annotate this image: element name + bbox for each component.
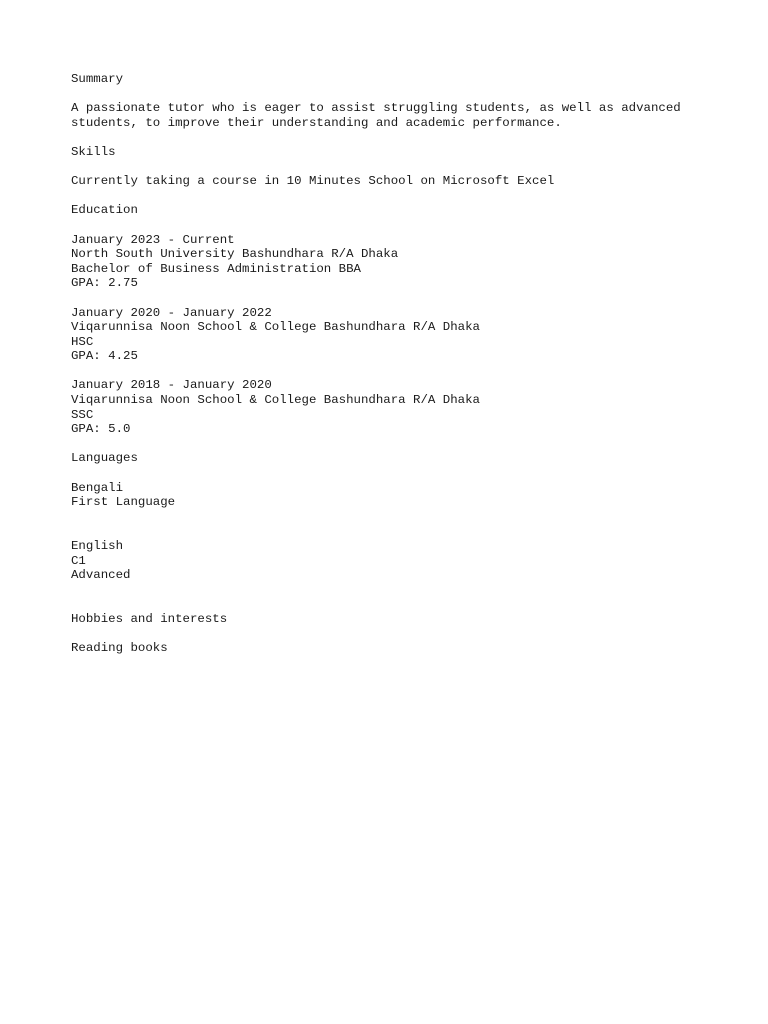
spacer: [71, 583, 711, 612]
spacer: [71, 189, 711, 204]
education-entry: [71, 306, 711, 364]
language-level: First Language: [71, 495, 176, 510]
spacer: [71, 466, 711, 481]
spacer: [71, 87, 711, 102]
education-dates: January 2018 - January 2020: [71, 378, 272, 393]
language-level: Advanced: [71, 568, 131, 583]
education-institution: North South University Bashundhara R/A Dhaka: [71, 247, 399, 262]
spacer: [71, 627, 711, 642]
summary-text: A passionate tutor who is eager to assist struggling students, as well as advanced students, to improve their understanding and academic performance.: [71, 101, 681, 130]
education-degree: SSC: [71, 407, 94, 422]
education-degree: Bachelor of Business Administration BBA: [71, 261, 361, 276]
spacer: [71, 510, 711, 539]
skill-item: Currently taking a course in 10 Minutes School on Microsoft Excel: [71, 174, 555, 189]
skills-heading: Skills: [71, 144, 116, 159]
spacer: [71, 130, 711, 145]
education-heading: Education: [71, 203, 138, 218]
education-entry: [71, 233, 711, 291]
education-dates: January 2023 - Current: [71, 232, 235, 247]
education-degree: HSC: [71, 334, 94, 349]
language-name: Bengali: [71, 480, 124, 495]
hobbies-heading: Hobbies and interests: [71, 611, 228, 626]
hobby-item: Reading books: [71, 641, 168, 656]
education-dates: January 2020 - January 2022: [71, 305, 272, 320]
education-entry: [71, 378, 711, 436]
spacer: [71, 218, 711, 233]
spacer: [71, 437, 711, 452]
resume-document: [71, 72, 711, 656]
education-gpa: GPA: 4.25: [71, 349, 138, 364]
spacer: [71, 160, 711, 175]
spacer: [71, 291, 711, 306]
education-gpa: GPA: 2.75: [71, 276, 138, 291]
education-gpa: GPA: 5.0: [71, 422, 131, 437]
languages-heading: Languages: [71, 451, 138, 466]
language-code: C1: [71, 553, 86, 568]
language-name: English: [71, 539, 124, 553]
education-institution: Viqarunnisa Noon School & College Bashundhara R/A Dhaka: [71, 320, 480, 335]
spacer: [71, 364, 711, 379]
education-institution: Viqarunnisa Noon School & College Bashundhara R/A Dhaka: [71, 393, 480, 408]
language-entry: [71, 539, 711, 583]
summary-heading: Summary: [71, 72, 124, 86]
language-entry: [71, 481, 711, 510]
